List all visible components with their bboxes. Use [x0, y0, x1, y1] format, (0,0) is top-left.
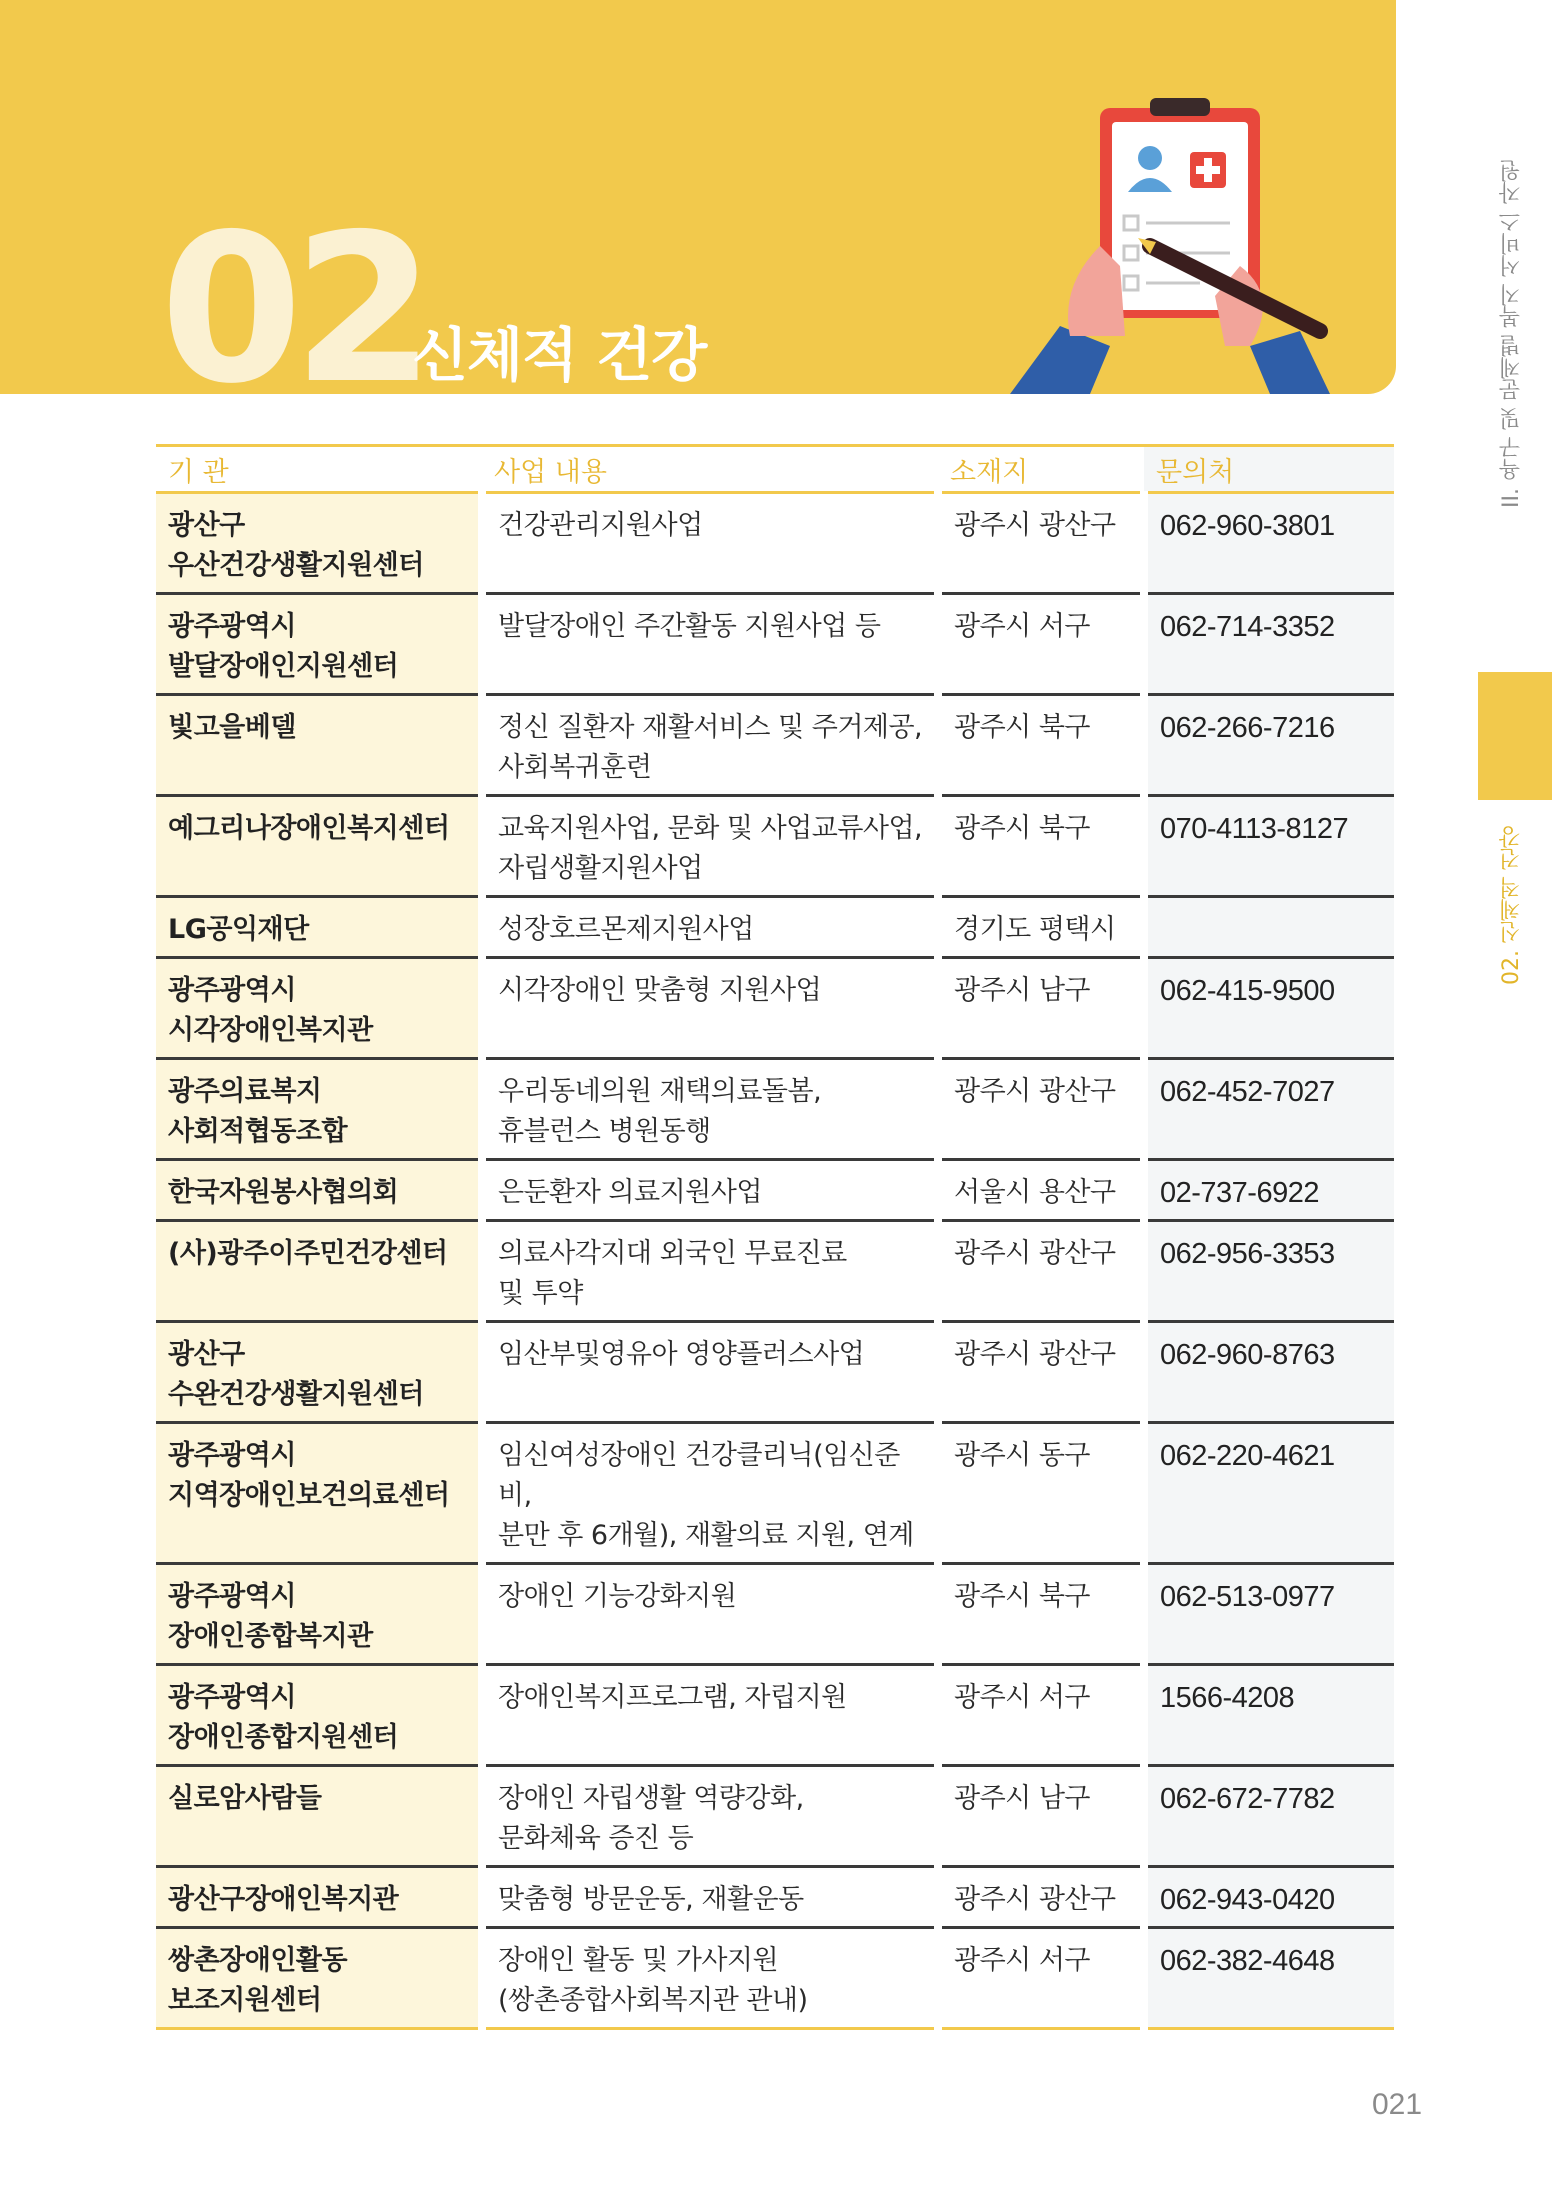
- org-name-line: 광주광역시: [168, 1581, 296, 1612]
- org-cell: [156, 796, 482, 897]
- clipboard-illustration: [1000, 96, 1360, 394]
- program-line: (쌍촌종합사회복지관 관내): [498, 1985, 808, 2016]
- program-line: 맞춤형 방문운동, 재활운동: [498, 1884, 804, 1915]
- phone-cell: 062-960-8763: [1144, 1322, 1394, 1423]
- program-line: 임산부및영유아 영양플러스사업: [498, 1339, 865, 1370]
- program-cell: [482, 796, 938, 897]
- program-line: 문화체육 증진 등: [498, 1823, 694, 1854]
- phone-cell: 1566-4208: [1144, 1665, 1394, 1766]
- org-name-line: 쌍촌장애인활동: [168, 1945, 348, 1976]
- section-side-label: 02. 신체적 건강: [1499, 826, 1524, 985]
- location-cell: 광주시 서구: [938, 594, 1144, 695]
- location-cell: 광주시 광산구: [938, 493, 1144, 594]
- table-row: [156, 1221, 1394, 1322]
- program-cell: [482, 1160, 938, 1221]
- table-header-row: [156, 446, 1394, 493]
- org-name-line: 광주의료복지: [168, 1076, 322, 1107]
- phone-cell: 062-943-0420: [1144, 1867, 1394, 1928]
- phone-cell: 062-220-4621: [1144, 1423, 1394, 1564]
- org-cell: [156, 1665, 482, 1766]
- program-line: 분만 후 6개월), 재활의료 지원, 연계: [498, 1520, 914, 1551]
- location-cell: 광주시 광산구: [938, 1059, 1144, 1160]
- column-header-program: 사업 내용: [482, 446, 938, 493]
- org-cell: [156, 1059, 482, 1160]
- column-header-location: 소재지: [938, 446, 1144, 493]
- medical-cross-icon: [1190, 152, 1226, 188]
- location-cell: 광주시 광산구: [938, 1221, 1144, 1322]
- org-name-line: 광산구장애인복지관: [168, 1884, 399, 1915]
- phone-cell: 062-672-7782: [1144, 1766, 1394, 1867]
- org-name-line: 장애인종합지원센터: [168, 1722, 399, 1753]
- org-name-line: 광산구: [168, 1339, 245, 1370]
- phone-cell: 062-956-3353: [1144, 1221, 1394, 1322]
- program-line: 장애인 기능강화지원: [498, 1581, 737, 1612]
- program-cell: [482, 1928, 938, 2029]
- program-cell: [482, 1423, 938, 1564]
- program-cell: [482, 594, 938, 695]
- org-name-line: 광주광역시: [168, 975, 296, 1006]
- org-name-line: (사)광주이주민건강센터: [168, 1238, 448, 1269]
- phone-cell: 062-266-7216: [1144, 695, 1394, 796]
- table-body: [156, 493, 1394, 2029]
- table-row: [156, 1564, 1394, 1665]
- phone-cell: 070-4113-8127: [1144, 796, 1394, 897]
- table-row: [156, 958, 1394, 1059]
- section-tab: [1478, 672, 1552, 800]
- program-cell: [482, 695, 938, 796]
- program-line: 임신여성장애인 건강클리닉(임신준비,: [498, 1440, 900, 1511]
- program-line: 건강관리지원사업: [498, 510, 703, 541]
- org-name-line: 실로암사람들: [168, 1783, 322, 1814]
- org-cell: [156, 695, 482, 796]
- org-name-line: 시각장애인복지관: [168, 1015, 373, 1046]
- location-cell: 광주시 북구: [938, 1564, 1144, 1665]
- phone-cell: 062-960-3801: [1144, 493, 1394, 594]
- org-cell: [156, 1928, 482, 2029]
- location-cell: 광주시 서구: [938, 1928, 1144, 2029]
- table-row: [156, 594, 1394, 695]
- program-line: 우리동네의원 재택의료돌봄,: [498, 1076, 822, 1107]
- org-name-line: 광주광역시: [168, 1440, 296, 1471]
- location-cell: 서울시 용산구: [938, 1160, 1144, 1221]
- program-line: 은둔환자 의료지원사업: [498, 1177, 762, 1208]
- section-number: 02: [160, 191, 426, 394]
- column-header-org: 기 관: [156, 446, 482, 493]
- program-line: 장애인 자립생활 역량강화,: [498, 1783, 804, 1814]
- phone-cell: 062-513-0977: [1144, 1564, 1394, 1665]
- program-line: 장애인복지프로그램, 자립지원: [498, 1682, 847, 1713]
- location-cell: 광주시 서구: [938, 1665, 1144, 1766]
- program-line: 자립생활지원사업: [498, 853, 703, 884]
- table-row: [156, 897, 1394, 958]
- org-name-line: 광주광역시: [168, 611, 296, 642]
- program-line: 발달장애인 주간활동 지원사업 등: [498, 611, 881, 642]
- location-cell: 경기도 평택시: [938, 897, 1144, 958]
- table-row: [156, 1928, 1394, 2029]
- phone-cell: 062-714-3352: [1144, 594, 1394, 695]
- program-line: 의료사각지대 외국인 무료진료: [498, 1238, 847, 1269]
- part-label: II. 욕구 및 문제별 복지 서비스 자원: [1499, 160, 1524, 508]
- org-cell: [156, 1423, 482, 1564]
- program-cell: [482, 493, 938, 594]
- table-row: [156, 796, 1394, 897]
- phone-cell: 02-737-6922: [1144, 1160, 1394, 1221]
- org-name-line: 광산구: [168, 510, 245, 541]
- org-cell: [156, 897, 482, 958]
- org-name-line: 장애인종합복지관: [168, 1621, 373, 1652]
- program-line: 및 투약: [498, 1278, 583, 1309]
- program-cell: [482, 1766, 938, 1867]
- program-cell: [482, 958, 938, 1059]
- program-cell: [482, 1221, 938, 1322]
- org-name-line: 보조지원센터: [168, 1985, 322, 2016]
- phone-cell: 062-452-7027: [1144, 1059, 1394, 1160]
- org-name-line: 지역장애인보건의료센터: [168, 1480, 450, 1511]
- header-banner: [0, 0, 1396, 394]
- org-name-line: 발달장애인지원센터: [168, 651, 399, 682]
- table-row: [156, 1867, 1394, 1928]
- program-cell: [482, 897, 938, 958]
- org-cell: [156, 594, 482, 695]
- column-header-contact: 문의처: [1144, 446, 1394, 493]
- location-cell: 광주시 남구: [938, 958, 1144, 1059]
- location-cell: 광주시 북구: [938, 695, 1144, 796]
- section-title: 신체적 건강: [412, 321, 707, 389]
- org-cell: [156, 493, 482, 594]
- table-row: [156, 493, 1394, 594]
- table-row: [156, 1059, 1394, 1160]
- table-row: [156, 1665, 1394, 1766]
- resource-table: [156, 444, 1394, 2030]
- phone-cell: 062-415-9500: [1144, 958, 1394, 1059]
- location-cell: 광주시 동구: [938, 1423, 1144, 1564]
- org-cell: [156, 1564, 482, 1665]
- program-cell: [482, 1322, 938, 1423]
- program-line: 사회복귀훈련: [498, 752, 652, 783]
- program-cell: [482, 1564, 938, 1665]
- program-line: 교육지원사업, 문화 및 사업교류사업,: [498, 813, 923, 844]
- org-name-line: 사회적협동조합: [168, 1116, 348, 1147]
- table-row: [156, 1322, 1394, 1423]
- program-line: 휴블런스 병원동행: [498, 1116, 711, 1147]
- org-cell: [156, 958, 482, 1059]
- location-cell: 광주시 남구: [938, 1766, 1144, 1867]
- phone-cell: 062-382-4648: [1144, 1928, 1394, 2029]
- org-cell: [156, 1867, 482, 1928]
- arm-right-icon: [1250, 331, 1330, 394]
- program-cell: [482, 1867, 938, 1928]
- org-name-line: 광주광역시: [168, 1682, 296, 1713]
- program-line: 장애인 활동 및 가사지원: [498, 1945, 779, 1976]
- location-cell: 광주시 광산구: [938, 1322, 1144, 1423]
- table-row: [156, 1160, 1394, 1221]
- org-name-line: 수완건강생활지원센터: [168, 1379, 424, 1410]
- table-row: [156, 1423, 1394, 1564]
- org-name-line: LG공익재단: [168, 914, 309, 945]
- org-name-line: 예그리나장애인복지센터: [168, 813, 450, 844]
- program-cell: [482, 1665, 938, 1766]
- program-line: 정신 질환자 재활서비스 및 주거제공,: [498, 712, 923, 743]
- table-row: [156, 1766, 1394, 1867]
- org-name-line: 빛고을베델: [168, 712, 296, 743]
- org-cell: [156, 1322, 482, 1423]
- phone-cell: [1144, 897, 1394, 958]
- program-cell: [482, 1059, 938, 1160]
- org-cell: [156, 1160, 482, 1221]
- arm-left-icon: [1010, 326, 1110, 394]
- org-name-line: 한국자원봉사협의회: [168, 1177, 399, 1208]
- location-cell: 광주시 북구: [938, 796, 1144, 897]
- org-cell: [156, 1766, 482, 1867]
- org-name-line: 우산건강생활지원센터: [168, 550, 424, 581]
- page-number: 021: [1372, 2088, 1423, 2121]
- program-line: 시각장애인 맞춤형 지원사업: [498, 975, 822, 1006]
- org-cell: [156, 1221, 482, 1322]
- program-line: 성장호르몬제지원사업: [498, 914, 754, 945]
- table-row: [156, 695, 1394, 796]
- location-cell: 광주시 광산구: [938, 1867, 1144, 1928]
